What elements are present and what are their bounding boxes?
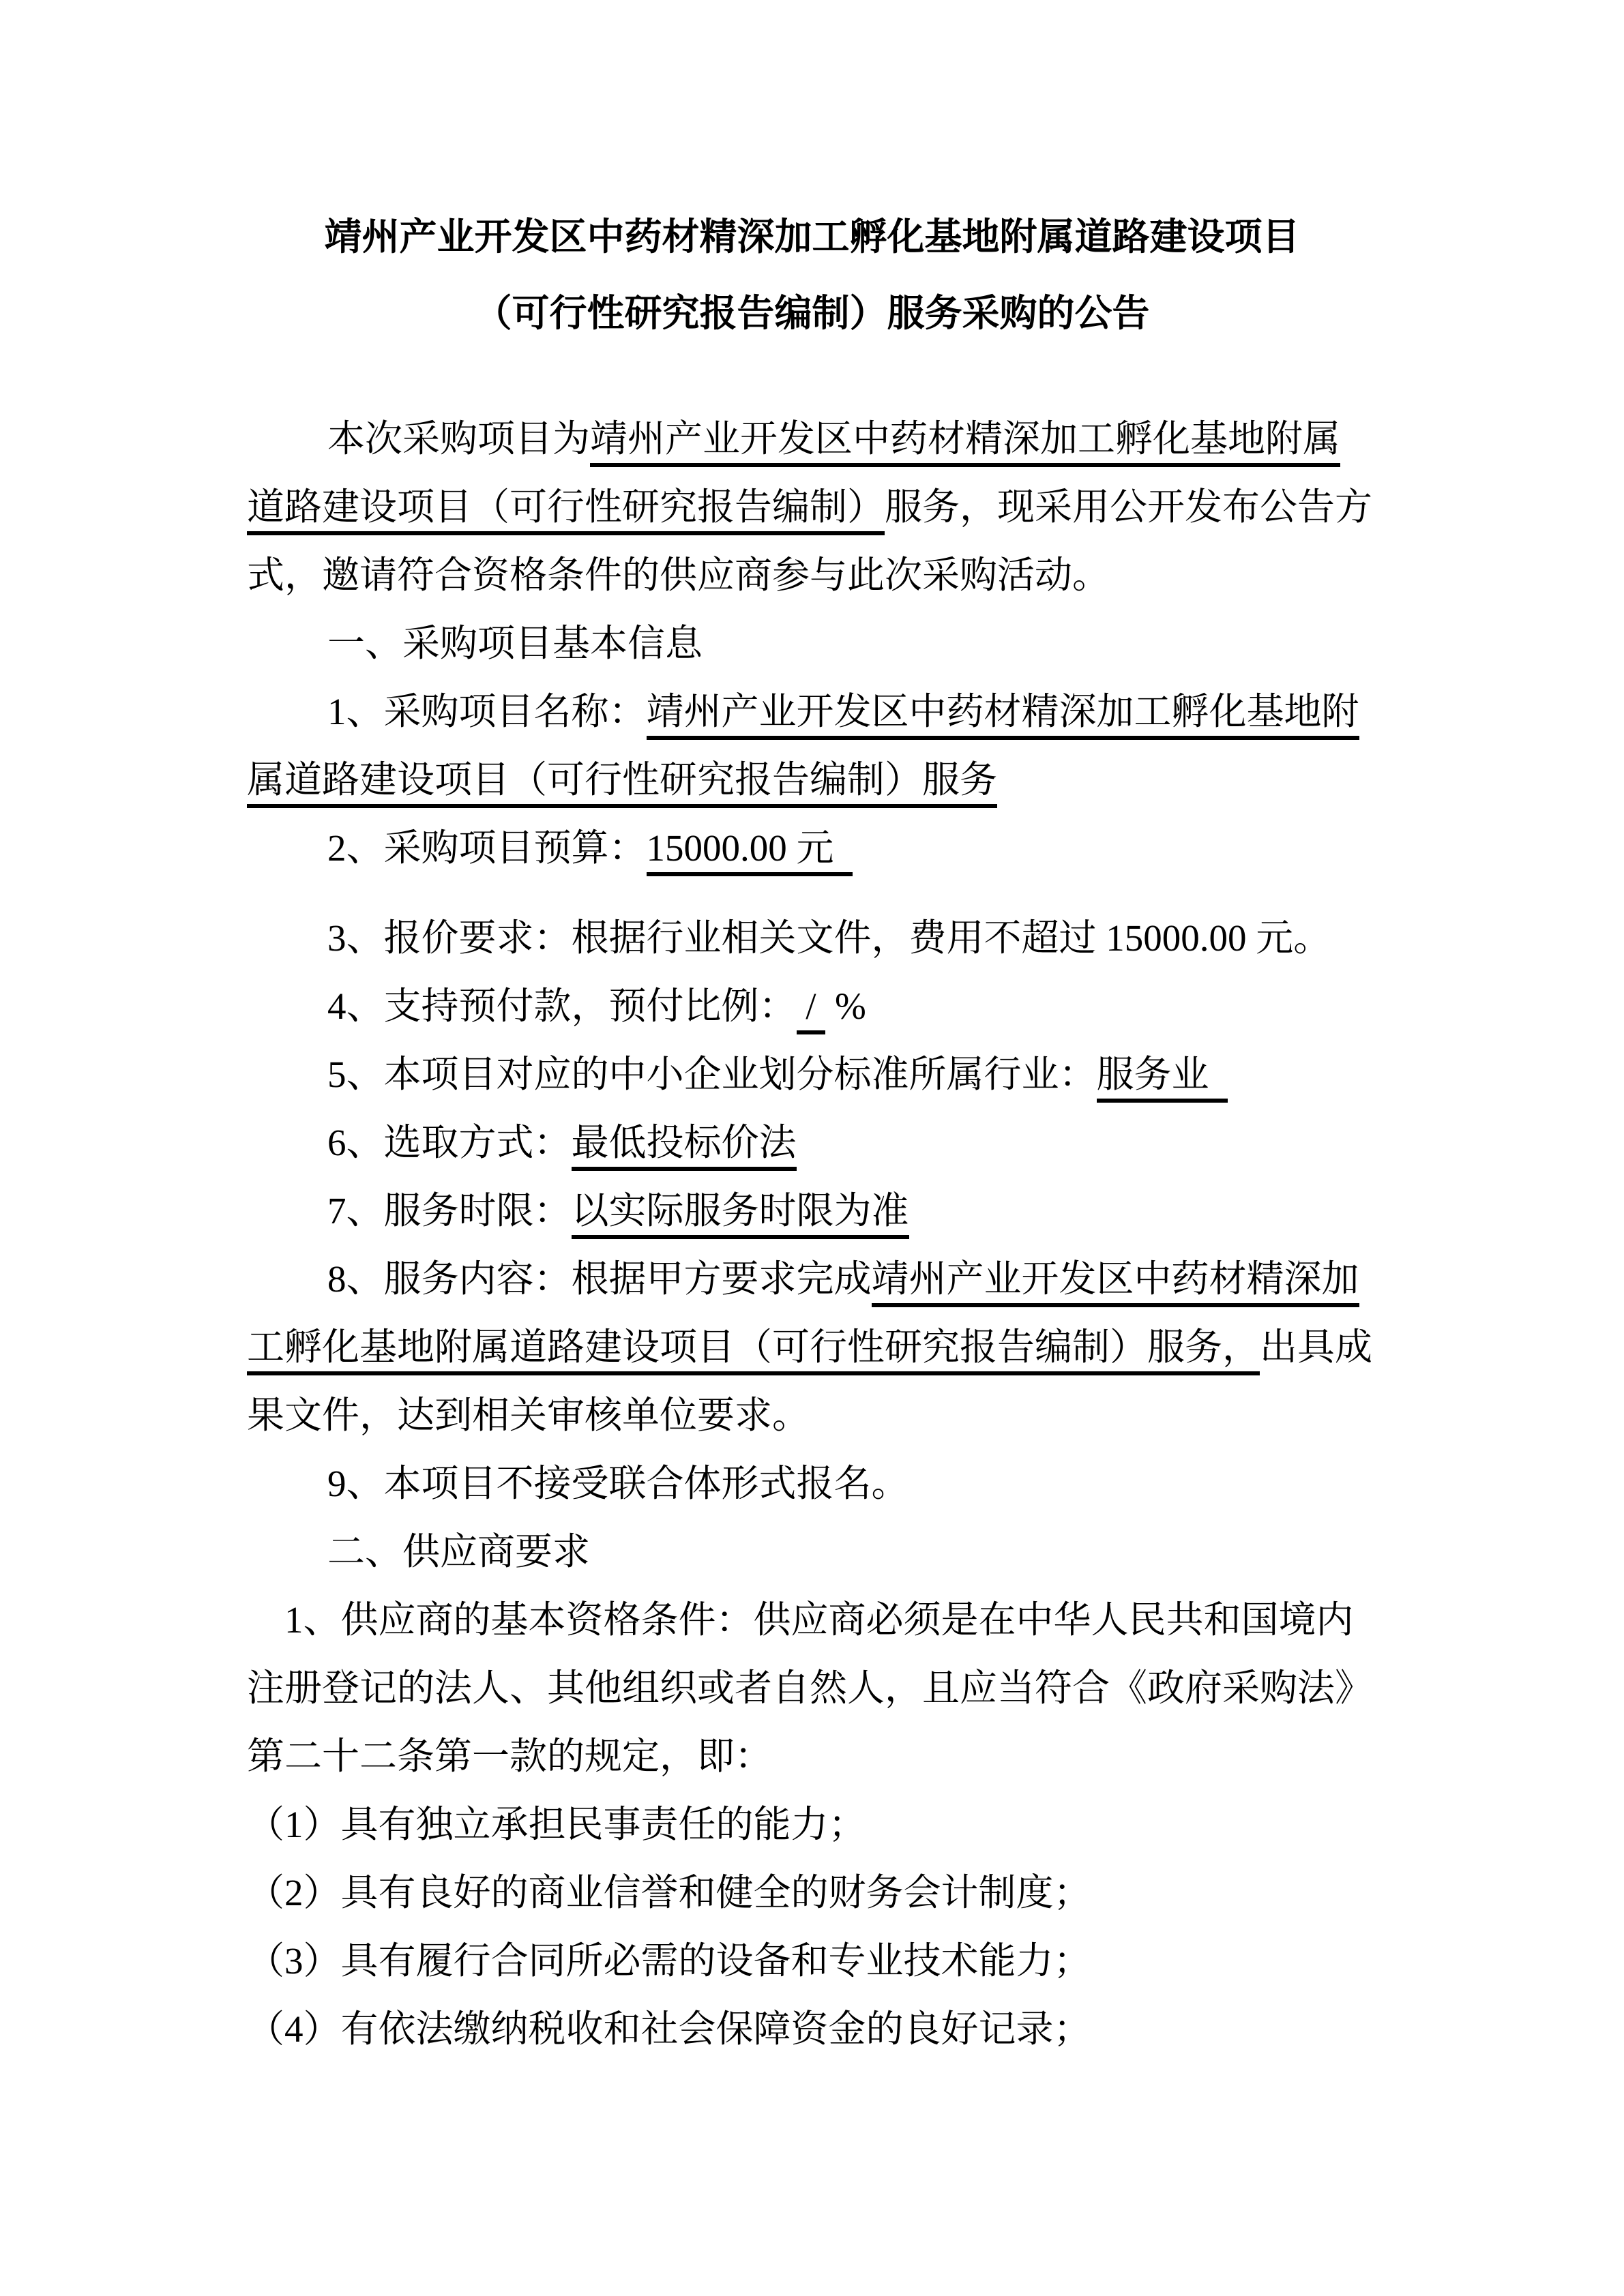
text-segment: 注册登记的法人、其他组织或者自然人，且应当符合《政府采购法》 bbox=[247, 1667, 1373, 1709]
text-segment: （4）有依法缴纳税收和社会保障资金的良好记录； bbox=[247, 2008, 1091, 2050]
underlined-text: 服务业 bbox=[1097, 1054, 1228, 1103]
text-segment: 式，邀请符合资格条件的供应商参与此次采购活动。 bbox=[247, 554, 1110, 596]
text-line bbox=[247, 1382, 1385, 1450]
text-segment: 1、供应商的基本资格条件：供应商必须是在中华人民共和国境内 bbox=[284, 1599, 1354, 1641]
text-segment: 第二十二条第一款的规定，即： bbox=[247, 1735, 773, 1777]
text-segment: （1）具有独立承担民事责任的能力； bbox=[247, 1804, 866, 1845]
text-line bbox=[247, 541, 1385, 610]
text-line bbox=[247, 1791, 1385, 1859]
text-line bbox=[247, 1518, 1385, 1586]
text-segment: 9、本项目不接受联合体形式报名。 bbox=[327, 1463, 909, 1504]
text-line bbox=[247, 473, 1385, 541]
text-line bbox=[247, 972, 1385, 1041]
underlined-text: 最低投标价法 bbox=[572, 1122, 797, 1171]
text-line bbox=[247, 1995, 1385, 2063]
text-segment: 一、采购项目基本信息 bbox=[327, 623, 703, 664]
text-line bbox=[247, 1109, 1385, 1177]
document-title bbox=[0, 0, 1624, 352]
text-segment: 果文件，达到相关审核单位要求。 bbox=[247, 1395, 810, 1436]
text-segment: 本次采购项目为 bbox=[327, 418, 591, 460]
text-segment: 6、选取方式： bbox=[327, 1122, 572, 1163]
underlined-text: 以实际服务时限为准 bbox=[572, 1190, 909, 1239]
text-segment: 2、采购项目预算： bbox=[327, 827, 647, 869]
text-segment: 4、支持预付款，预付比例： bbox=[327, 985, 797, 1027]
text-line bbox=[247, 1654, 1385, 1723]
text-segment: 3、报价要求：根据行业相关文件，费用不超过 15000.00 元。 bbox=[327, 917, 1331, 959]
underlined-text: 工孵化基地附属道路建设项目（可行性研究报告编制）服务， bbox=[247, 1326, 1260, 1375]
underlined-text: 属道路建设项目（可行性研究报告编制）服务 bbox=[247, 759, 997, 808]
text-line bbox=[247, 678, 1385, 746]
document-body bbox=[0, 405, 1624, 2063]
text-line bbox=[247, 1245, 1385, 1313]
underlined-text: 道路建设项目（可行性研究报告编制） bbox=[247, 486, 885, 535]
text-segment: 服务，现采用公开发布公告方 bbox=[885, 486, 1373, 528]
text-segment: （3）具有履行合同所必需的设备和专业技术能力； bbox=[247, 1940, 1091, 1982]
text-line bbox=[247, 746, 1385, 814]
text-segment: 5、本项目对应的中小企业划分标准所属行业： bbox=[327, 1054, 1097, 1095]
text-line bbox=[247, 1586, 1385, 1654]
text-line bbox=[247, 1177, 1385, 1245]
text-line bbox=[247, 1313, 1385, 1382]
text-line bbox=[247, 904, 1385, 972]
text-segment: 7、服务时限： bbox=[327, 1190, 572, 1232]
text-line bbox=[247, 405, 1385, 473]
text-segment: 1、采购项目名称： bbox=[327, 691, 647, 732]
text-line bbox=[247, 610, 1385, 678]
text-line bbox=[247, 1723, 1385, 1791]
underlined-text: / bbox=[797, 985, 826, 1034]
underlined-text: 靖州产业开发区中药材精深加工孵化基地附 bbox=[647, 691, 1359, 740]
text-line bbox=[247, 1450, 1385, 1518]
text-segment: 8、服务内容：根据甲方要求完成 bbox=[327, 1258, 872, 1300]
text-segment: 二、供应商要求 bbox=[327, 1531, 591, 1572]
text-line bbox=[247, 1927, 1385, 1995]
title-line-1: 靖州产业开发区中药材精深加工孵化基地附属道路建设项目 bbox=[324, 216, 1300, 258]
text-line bbox=[247, 1859, 1385, 1927]
underlined-text: 靖州产业开发区中药材精深加工孵化基地附属 bbox=[590, 418, 1340, 467]
underlined-text: 15000.00 元 bbox=[647, 827, 853, 876]
text-segment: 出具成 bbox=[1260, 1326, 1373, 1368]
text-line bbox=[247, 814, 1385, 882]
text-line bbox=[247, 1041, 1385, 1109]
underlined-text: 靖州产业开发区中药材精深加 bbox=[872, 1258, 1359, 1307]
title-line-2: （可行性研究报告编制）服务采购的公告 bbox=[474, 293, 1150, 334]
text-segment: （2）具有良好的商业信誉和健全的财务会计制度； bbox=[247, 1872, 1091, 1913]
text-segment: % bbox=[825, 985, 866, 1027]
